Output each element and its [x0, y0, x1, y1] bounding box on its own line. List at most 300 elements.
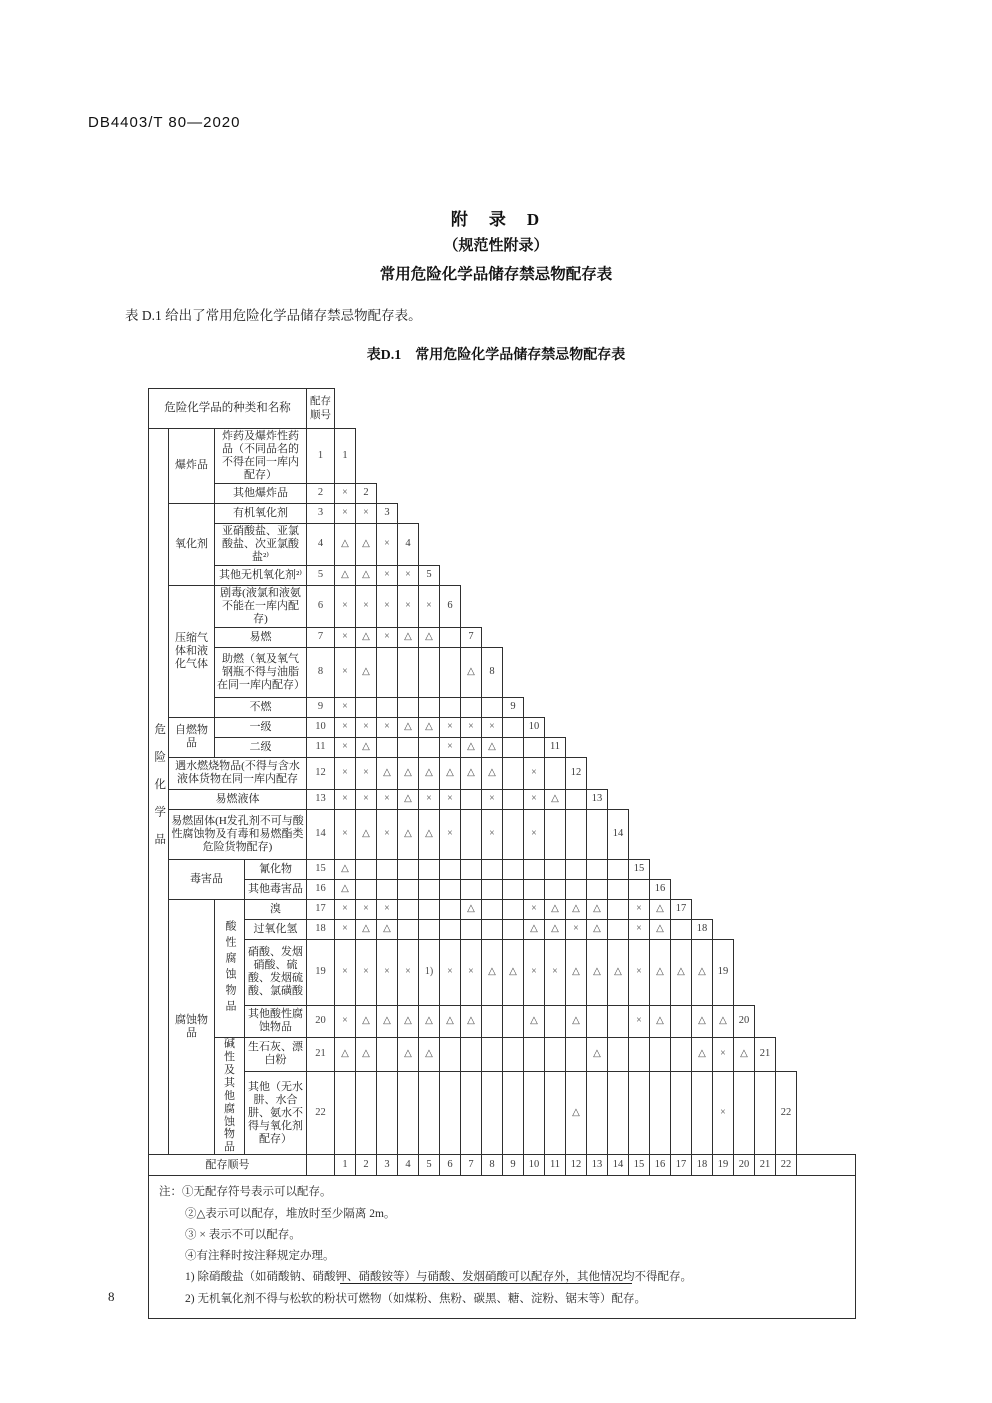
group-pyrophoric: 自燃物品 [169, 717, 215, 757]
matrix-cell: △ [692, 1037, 713, 1071]
matrix-cell [587, 809, 608, 859]
empty-region [797, 1071, 856, 1154]
matrix-cell: × [356, 789, 377, 809]
matrix-cell: × [356, 503, 377, 523]
diagonal-cell: 15 [629, 859, 650, 879]
matrix-cell: × [356, 757, 377, 789]
category-label: 危险化学品 [149, 429, 169, 1155]
matrix-cell [419, 1071, 440, 1154]
matrix-cell: × [398, 565, 419, 585]
matrix-cell: △ [335, 1037, 356, 1071]
footer-seq-number: 22 [776, 1155, 797, 1176]
matrix-cell: △ [461, 737, 482, 757]
footer-seq-trailing-cell [797, 1155, 856, 1176]
row-name: 炸药及爆炸性药品（不同品名的不得在同一库内配存） [215, 429, 307, 484]
matrix-cell: × [335, 757, 356, 789]
matrix-cell [482, 1005, 503, 1037]
matrix-cell [503, 859, 524, 879]
diagonal-cell: 7 [461, 627, 482, 647]
empty-region [671, 879, 856, 899]
row-seq: 21 [307, 1037, 335, 1071]
empty-region [545, 717, 856, 737]
matrix-cell [482, 1071, 503, 1154]
footer-seq-number: 6 [440, 1155, 461, 1176]
doc-number: DB4403/T 80—2020 [88, 114, 241, 131]
matrix-cell [440, 879, 461, 899]
matrix-cell [419, 737, 440, 757]
matrix-cell [503, 1037, 524, 1071]
row-seq: 15 [307, 859, 335, 879]
matrix-cell: × [335, 585, 356, 627]
matrix-cell: △ [482, 737, 503, 757]
matrix-cell [503, 919, 524, 939]
footer-seq-number: 14 [608, 1155, 629, 1176]
matrix-cell: △ [545, 899, 566, 919]
matrix-cell: × [356, 585, 377, 627]
table-row [149, 1037, 856, 1071]
matrix-cell: 1) [419, 939, 440, 1005]
compatibility-table [148, 388, 858, 1319]
matrix-cell [608, 1037, 629, 1071]
footer-seq-label: 配存顺号 [149, 1155, 307, 1176]
matrix-cell: △ [650, 899, 671, 919]
row-name: 一级 [215, 717, 307, 737]
group-explosives: 爆炸品 [169, 429, 215, 504]
footer-seq-number: 17 [671, 1155, 692, 1176]
table-row [149, 1005, 856, 1037]
matrix-cell: △ [440, 1005, 461, 1037]
row-name: 不燃 [215, 697, 307, 717]
empty-region [776, 1037, 856, 1071]
matrix-cell: × [482, 809, 503, 859]
matrix-cell [608, 879, 629, 899]
notes-cell [149, 1176, 856, 1319]
diagonal-cell: 17 [671, 899, 692, 919]
matrix-cell [503, 737, 524, 757]
empty-region [356, 429, 856, 484]
appendix-name: 常用危险化学品储存禁忌物配存表 [379, 266, 613, 283]
matrix-cell: △ [650, 1005, 671, 1037]
row-seq: 13 [307, 789, 335, 809]
matrix-cell: × [461, 717, 482, 737]
matrix-cell: △ [377, 757, 398, 789]
matrix-cell [629, 1071, 650, 1154]
empty-region [482, 627, 856, 647]
footer-seq-number: 7 [461, 1155, 482, 1176]
footer-seq-row [149, 1155, 856, 1176]
footer-seq-number: 4 [398, 1155, 419, 1176]
matrix-cell [503, 809, 524, 859]
matrix-cell: × [461, 939, 482, 1005]
empty-region [461, 585, 856, 627]
matrix-cell [671, 919, 692, 939]
matrix-cell: × [713, 1037, 734, 1071]
empty-region [713, 919, 856, 939]
table-row [149, 899, 856, 919]
matrix-cell: × [629, 919, 650, 939]
table-row [149, 565, 856, 585]
matrix-cell [419, 697, 440, 717]
matrix-cell [503, 899, 524, 919]
matrix-cell [566, 789, 587, 809]
row-name: 助燃（氧及氧气钢瓶不得与油脂在同一库内配存） [215, 647, 307, 697]
row-seq: 1 [307, 429, 335, 484]
matrix-cell: △ [587, 899, 608, 919]
empty-region [503, 647, 856, 697]
matrix-cell: × [335, 1005, 356, 1037]
matrix-cell [461, 1071, 482, 1154]
matrix-cell: × [398, 939, 419, 1005]
empty-region [629, 809, 856, 859]
matrix-cell: △ [671, 939, 692, 1005]
footer-seq-number: 18 [692, 1155, 713, 1176]
empty-region [398, 503, 856, 523]
matrix-cell: × [629, 939, 650, 1005]
matrix-cell [356, 879, 377, 899]
matrix-cell: △ [419, 717, 440, 737]
matrix-cell [440, 919, 461, 939]
matrix-cell [398, 697, 419, 717]
matrix-cell: △ [356, 1037, 377, 1071]
matrix-cell [461, 859, 482, 879]
note-line-1: 注：①无配存符号表示可以配存。 [159, 1186, 332, 1199]
matrix-cell [566, 1037, 587, 1071]
group-compressed-gases: 压缩气体和液化气体 [169, 585, 215, 717]
matrix-cell: △ [587, 939, 608, 1005]
page-number: 8 [108, 1289, 115, 1304]
matrix-cell [692, 1071, 713, 1154]
matrix-cell: △ [545, 919, 566, 939]
row-seq: 19 [307, 939, 335, 1005]
row-name: 过氧化氢 [245, 919, 307, 939]
row-seq: 16 [307, 879, 335, 899]
row-name: 其他爆炸品 [215, 483, 307, 503]
matrix-cell: × [335, 647, 356, 697]
diagonal-cell: 11 [545, 737, 566, 757]
matrix-cell: × [440, 809, 461, 859]
matrix-cell: △ [650, 919, 671, 939]
matrix-cell [398, 1071, 419, 1154]
note-line-4: ④有注释时按注释规定办理。 [185, 1250, 335, 1263]
matrix-cell [587, 1071, 608, 1154]
matrix-cell [482, 697, 503, 717]
table-row [149, 757, 856, 789]
matrix-cell [503, 1071, 524, 1154]
row-name: 氰化物 [245, 859, 307, 879]
matrix-cell [377, 647, 398, 697]
matrix-cell [503, 717, 524, 737]
matrix-cell: × [377, 585, 398, 627]
note-line-2: ②△表示可以配存，堆放时至少隔离 2m。 [185, 1207, 396, 1220]
row-name: 其他无机氧化剂²⁾ [215, 565, 307, 585]
matrix-cell [419, 859, 440, 879]
matrix-cell [377, 859, 398, 879]
row-seq: 17 [307, 899, 335, 919]
matrix-cell [398, 859, 419, 879]
matrix-cell: △ [356, 523, 377, 565]
matrix-cell: × [524, 809, 545, 859]
matrix-cell [545, 757, 566, 789]
group-acidic-corrosives: 酸性腐蚀物品 [215, 899, 245, 1037]
matrix-cell [461, 809, 482, 859]
matrix-cell [356, 859, 377, 879]
matrix-cell: △ [377, 1005, 398, 1037]
matrix-cell [419, 899, 440, 919]
matrix-cell: △ [524, 1005, 545, 1037]
matrix-cell [461, 697, 482, 717]
footer-seq-number: 20 [734, 1155, 755, 1176]
matrix-cell [545, 809, 566, 859]
diagonal-cell: 1 [335, 429, 356, 484]
matrix-cell: × [377, 939, 398, 1005]
matrix-cell [503, 789, 524, 809]
matrix-cell [608, 899, 629, 919]
matrix-cell [398, 919, 419, 939]
matrix-cell [482, 899, 503, 919]
row-seq: 10 [307, 717, 335, 737]
matrix-cell [398, 647, 419, 697]
matrix-cell: △ [566, 1005, 587, 1037]
matrix-cell: △ [587, 1037, 608, 1071]
matrix-cell [524, 737, 545, 757]
matrix-cell: × [440, 717, 461, 737]
matrix-cell: △ [398, 1037, 419, 1071]
matrix-cell: △ [692, 939, 713, 1005]
matrix-cell: × [377, 899, 398, 919]
diagonal-cell: 5 [419, 565, 440, 585]
empty-region [524, 697, 856, 717]
matrix-cell: △ [566, 1071, 587, 1154]
matrix-cell: × [524, 789, 545, 809]
empty-region [440, 565, 856, 585]
empty-region [734, 939, 856, 1005]
footer-seq-number: 19 [713, 1155, 734, 1176]
matrix-cell: △ [419, 627, 440, 647]
footer-seq-number: 2 [356, 1155, 377, 1176]
matrix-cell [587, 859, 608, 879]
matrix-cell: × [524, 939, 545, 1005]
matrix-cell [482, 859, 503, 879]
table-row [149, 647, 856, 697]
matrix-cell: △ [419, 809, 440, 859]
matrix-cell: × [356, 939, 377, 1005]
matrix-cell [545, 1071, 566, 1154]
matrix-cell [461, 1037, 482, 1071]
table-row [149, 523, 856, 565]
matrix-cell [629, 1037, 650, 1071]
appendix-subtitle: （规范性附录） [443, 238, 549, 254]
seq-header: 配存顺号 [307, 389, 335, 429]
matrix-cell [587, 879, 608, 899]
empty-region [692, 899, 856, 919]
matrix-cell [440, 647, 461, 697]
matrix-cell [440, 1037, 461, 1071]
matrix-cell: △ [356, 627, 377, 647]
matrix-cell: × [419, 585, 440, 627]
diagonal-cell: 10 [524, 717, 545, 737]
matrix-cell [356, 697, 377, 717]
matrix-cell: × [482, 717, 503, 737]
matrix-cell: △ [566, 939, 587, 1005]
note-line-3: ③ × 表示不可以配存。 [185, 1228, 301, 1241]
matrix-cell: × [440, 737, 461, 757]
matrix-cell: △ [608, 939, 629, 1005]
matrix-cell: △ [419, 1037, 440, 1071]
empty-region [650, 859, 856, 879]
diagonal-cell: 19 [713, 939, 734, 1005]
matrix-cell [440, 1071, 461, 1154]
row-seq: 20 [307, 1005, 335, 1037]
row-seq: 9 [307, 697, 335, 717]
matrix-cell: × [356, 717, 377, 737]
matrix-cell [608, 1071, 629, 1154]
matrix-cell: △ [356, 919, 377, 939]
matrix-cell: △ [713, 1005, 734, 1037]
matrix-cell: × [377, 523, 398, 565]
matrix-cell [482, 919, 503, 939]
footnote-rule [340, 1283, 632, 1284]
matrix-cell [398, 879, 419, 899]
matrix-cell: △ [482, 939, 503, 1005]
matrix-cell: △ [461, 899, 482, 919]
matrix-cell [671, 1005, 692, 1037]
row-name: 亚硝酸盐、亚氯酸盐、次亚氯酸盐²⁾ [215, 523, 307, 565]
row-seq: 4 [307, 523, 335, 565]
empty-region [566, 737, 856, 757]
row-name: 溴 [245, 899, 307, 919]
table-row [149, 483, 856, 503]
empty-region [587, 757, 856, 789]
row-seq: 18 [307, 919, 335, 939]
matrix-cell [377, 1037, 398, 1071]
matrix-cell [440, 697, 461, 717]
matrix-cell [482, 879, 503, 899]
matrix-cell [377, 737, 398, 757]
diagonal-cell: 4 [398, 523, 419, 565]
table-row [149, 879, 856, 899]
diagonal-cell: 13 [587, 789, 608, 809]
matrix-cell [419, 647, 440, 697]
matrix-cell: △ [398, 1005, 419, 1037]
matrix-cell: × [629, 899, 650, 919]
row-name: 易燃 [215, 627, 307, 647]
diagonal-cell: 18 [692, 919, 713, 939]
matrix-cell: × [377, 789, 398, 809]
diagonal-cell: 21 [755, 1037, 776, 1071]
group-corrosives: 腐蚀物品 [169, 899, 215, 1155]
footer-seq-number: 10 [524, 1155, 545, 1176]
appendix-title: 附 录 D [450, 210, 542, 229]
matrix-cell [524, 879, 545, 899]
matrix-cell: × [545, 939, 566, 1005]
table-caption: 表D.1 常用危险化学品储存禁忌物配存表 [366, 348, 626, 363]
matrix-cell [461, 919, 482, 939]
empty-region [335, 389, 856, 429]
matrix-cell: △ [461, 1005, 482, 1037]
diagonal-cell: 14 [608, 809, 629, 859]
diagonal-cell: 6 [440, 585, 461, 627]
matrix-cell [503, 757, 524, 789]
matrix-cell [398, 899, 419, 919]
matrix-cell [650, 1071, 671, 1154]
matrix-cell [419, 919, 440, 939]
matrix-cell: × [566, 919, 587, 939]
matrix-cell: △ [335, 565, 356, 585]
row-seq: 7 [307, 627, 335, 647]
matrix-cell: △ [461, 757, 482, 789]
matrix-cell [377, 1071, 398, 1154]
matrix-cell [608, 859, 629, 879]
matrix-cell: × [335, 737, 356, 757]
matrix-cell: △ [545, 789, 566, 809]
row-seq: 12 [307, 757, 335, 789]
row-seq: 11 [307, 737, 335, 757]
matrix-cell [545, 1037, 566, 1071]
matrix-cell: × [377, 627, 398, 647]
note-line-6: 2) 无机氧化剂不得与松软的粉状可燃物（如煤粉、焦粉、碳黑、糖、淀粉、锯末等）配存。 [185, 1292, 646, 1305]
matrix-cell [440, 899, 461, 919]
row-name: 剧毒(液氯和液氨不能在一库内配存) [215, 585, 307, 627]
empty-region [419, 523, 856, 565]
matrix-cell [566, 859, 587, 879]
matrix-cell [377, 879, 398, 899]
table-row [149, 737, 856, 757]
matrix-cell: △ [692, 1005, 713, 1037]
row-name: 易燃固体(H发孔剂不可与酸性腐蚀物及有毒和易燃酯类危险货物配存) [169, 809, 307, 859]
matrix-cell: × [440, 939, 461, 1005]
matrix-cell: △ [335, 523, 356, 565]
matrix-cell [461, 789, 482, 809]
matrix-cell [524, 1037, 545, 1071]
diagonal-cell: 8 [482, 647, 503, 697]
row-name: 易燃液体 [169, 789, 307, 809]
footer-seq-number: 15 [629, 1155, 650, 1176]
table-row [149, 1071, 856, 1154]
row-seq: 3 [307, 503, 335, 523]
matrix-cell: × [482, 789, 503, 809]
row-name: 其他（无水肼、水合肼、氨水不得与氧化剂配存） [245, 1071, 307, 1154]
matrix-cell [524, 1071, 545, 1154]
matrix-cell: × [335, 717, 356, 737]
matrix-cell: × [377, 717, 398, 737]
empty-region [377, 483, 856, 503]
matrix-cell: △ [734, 1037, 755, 1071]
matrix-cell [734, 1071, 755, 1154]
table-row [149, 503, 856, 523]
matrix-cell [440, 859, 461, 879]
note-line-5: 1) 除硝酸盐（如硝酸钠、硝酸钾、硝酸铵等）与硝酸、发烟硝酸可以配存外，其他情况均不得配存。 [185, 1271, 692, 1284]
table-row [149, 429, 856, 484]
matrix-cell [503, 879, 524, 899]
matrix-cell: △ [398, 789, 419, 809]
diagonal-cell: 2 [356, 483, 377, 503]
matrix-cell [587, 1005, 608, 1037]
matrix-cell: × [335, 809, 356, 859]
matrix-cell [608, 1005, 629, 1037]
row-name: 二级 [215, 737, 307, 757]
row-seq: 22 [307, 1071, 335, 1154]
footer-seq-number: 5 [419, 1155, 440, 1176]
matrix-cell: △ [419, 757, 440, 789]
matrix-cell [545, 879, 566, 899]
footer-seq-number: 16 [650, 1155, 671, 1176]
matrix-cell [419, 879, 440, 899]
matrix-cell: × [524, 757, 545, 789]
matrix-cell [398, 737, 419, 757]
matrix-cell: △ [524, 919, 545, 939]
footer-seq-number: 11 [545, 1155, 566, 1176]
matrix-cell [482, 1037, 503, 1071]
